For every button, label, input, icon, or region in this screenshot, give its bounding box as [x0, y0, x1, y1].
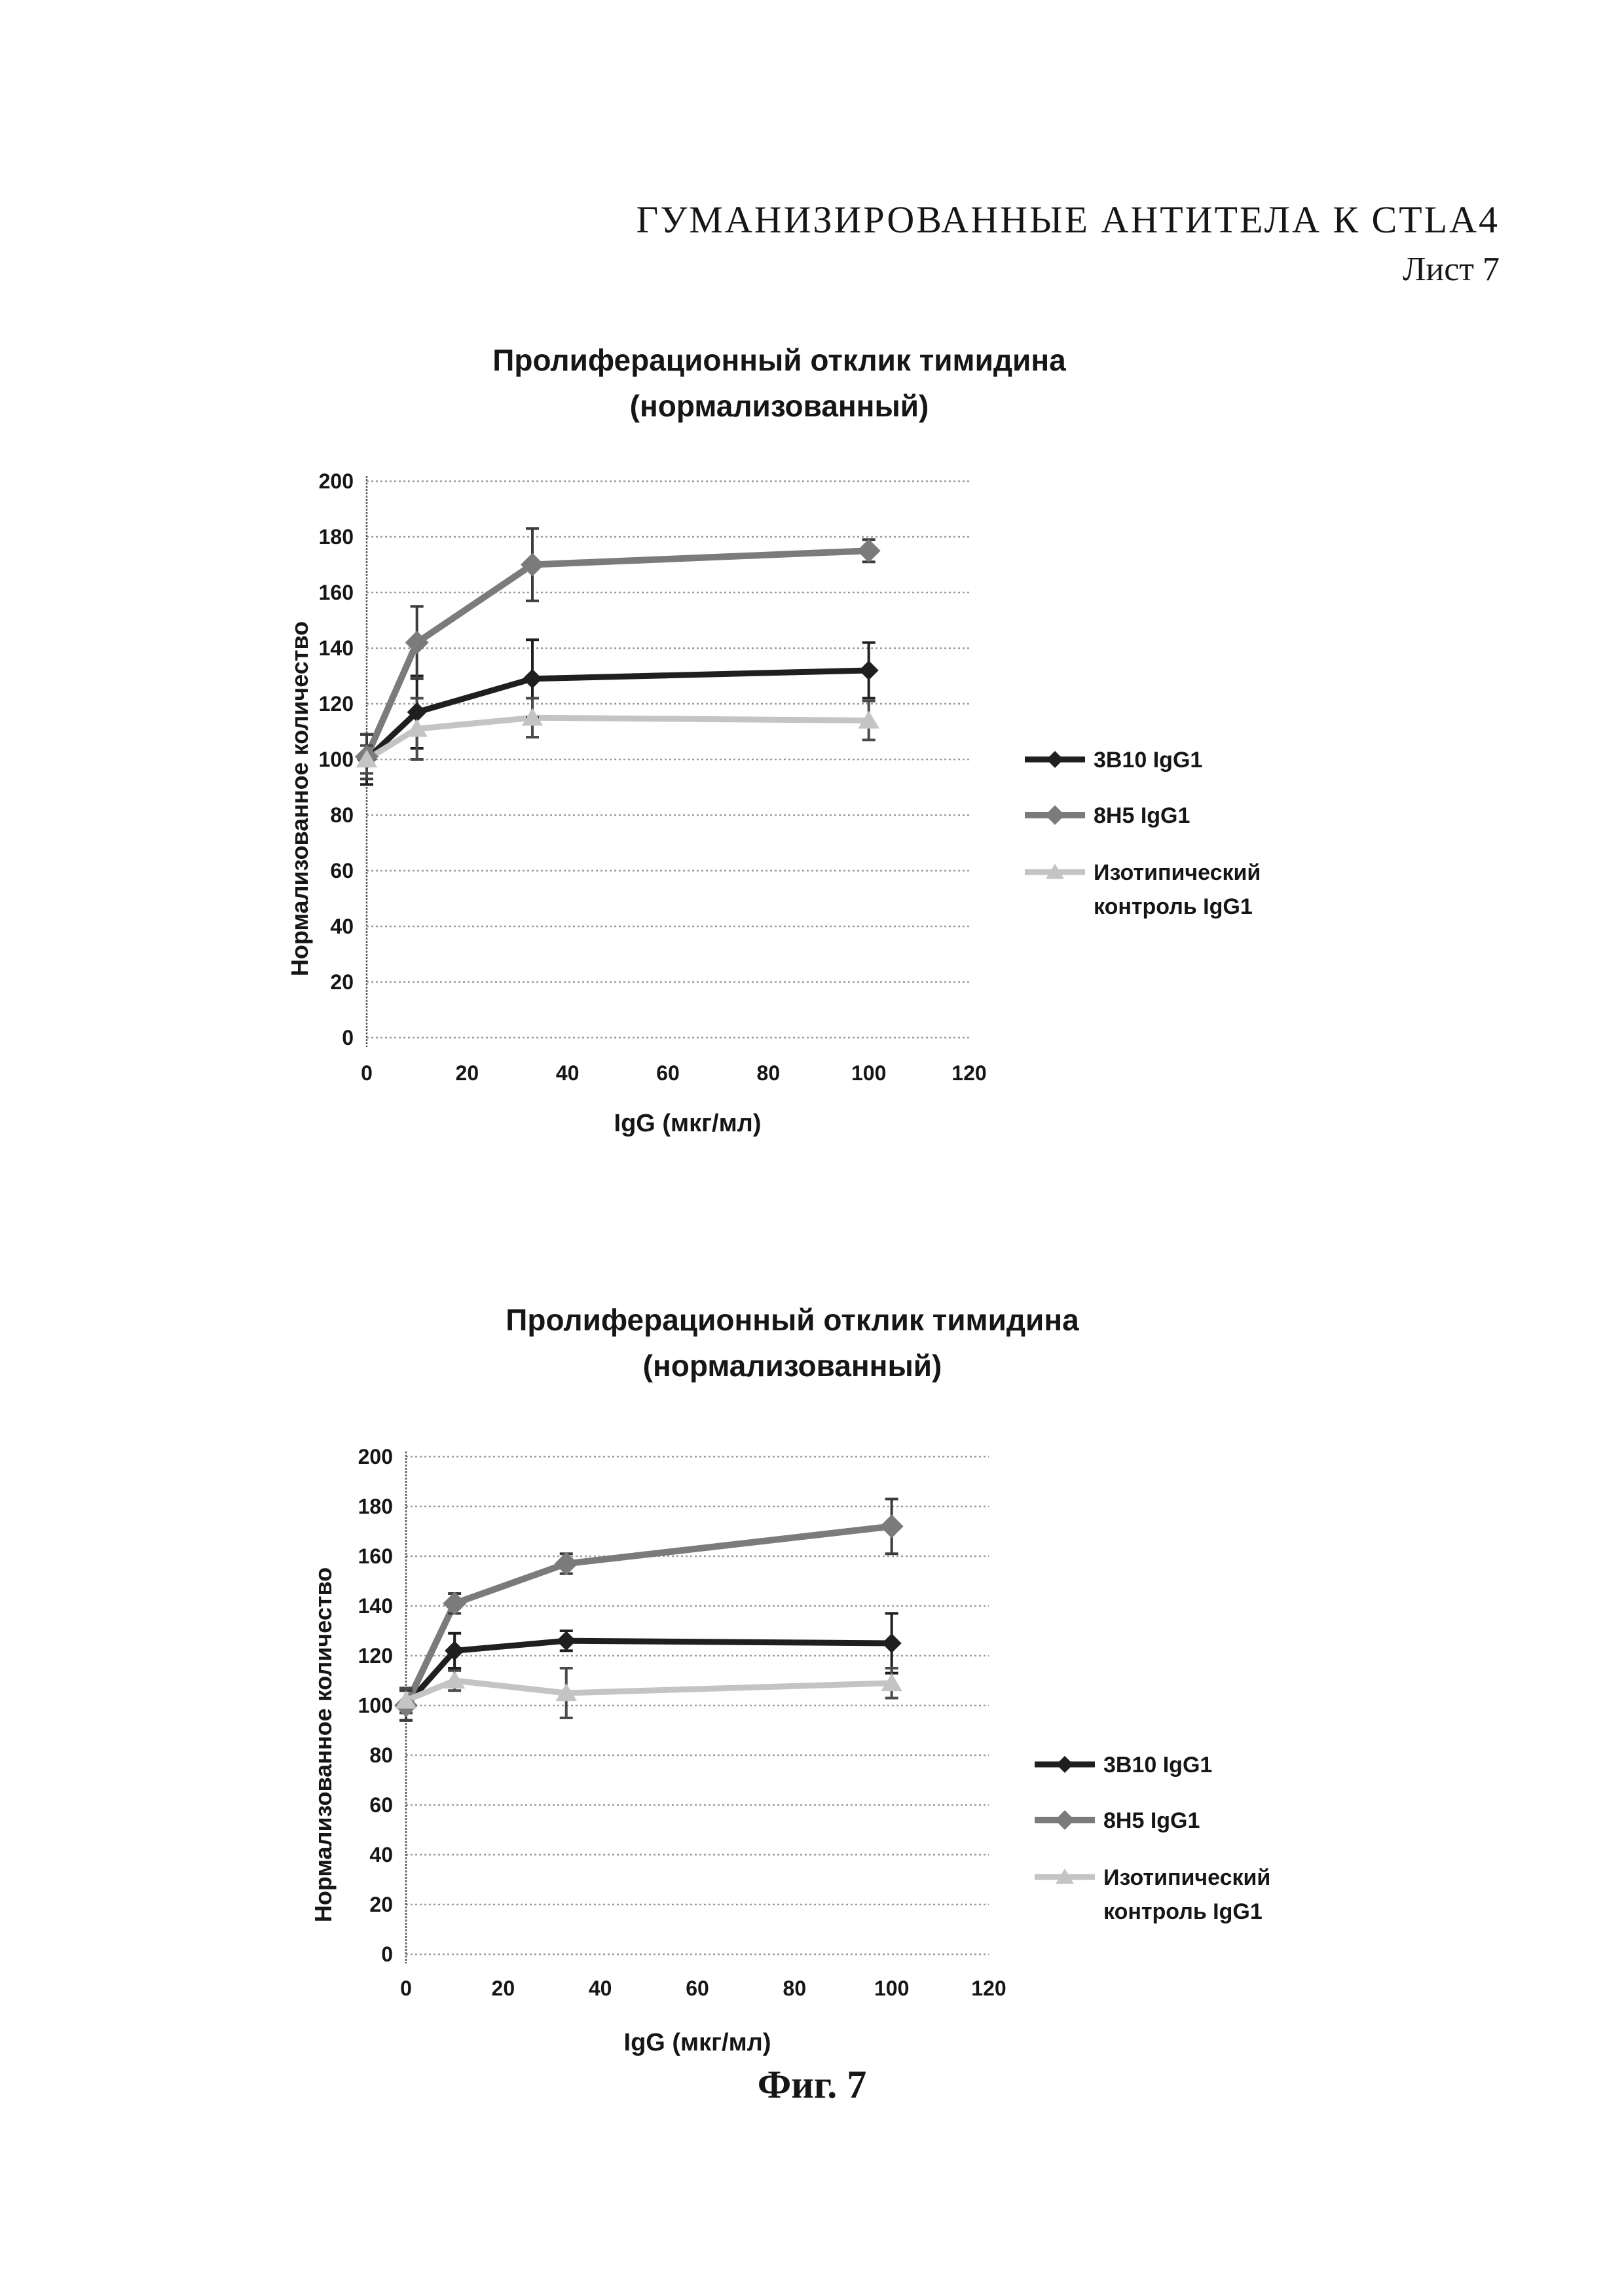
y-tick-label-60: 60 — [369, 1793, 393, 1817]
diamond-marker-1-2 — [557, 1631, 576, 1650]
legend-label-2: 8H5 IgG1 — [1094, 803, 1190, 828]
thymidine-chart-1-canvas — [275, 308, 1375, 1165]
y-tick-label-40: 40 — [330, 915, 354, 938]
document-title: ГУМАНИЗИРОВАННЫЕ АНТИТЕЛА К CTLA4 — [636, 198, 1500, 241]
series-line-2 — [406, 1526, 892, 1705]
y-tick-label-80: 80 — [369, 1743, 393, 1767]
y-tick-label-120: 120 — [318, 692, 354, 716]
y-tick-label-0: 0 — [342, 1026, 354, 1049]
x-axis-title: IgG (мкг/мл) — [623, 2029, 771, 2056]
y-tick-label-180: 180 — [318, 525, 354, 549]
chart-subtitle: (нормализованный) — [642, 1349, 942, 1383]
x-tick-label-20: 20 — [455, 1061, 479, 1085]
legend-label-3: Изотипический контроль IgG1 — [1094, 860, 1261, 919]
x-tick-label-20: 20 — [491, 1977, 515, 2000]
y-tick-label-140: 140 — [318, 636, 354, 660]
series-line-3 — [406, 1681, 892, 1700]
legend-label-1: 3B10 IgG1 — [1103, 1753, 1213, 1777]
y-tick-label-0: 0 — [381, 1942, 393, 1966]
y-tick-label-40: 40 — [369, 1843, 393, 1867]
x-tick-label-120: 120 — [951, 1061, 987, 1085]
y-tick-label-200: 200 — [358, 1445, 393, 1468]
x-tick-label-80: 80 — [756, 1061, 781, 1085]
x-tick-label-60: 60 — [686, 1977, 709, 2000]
legend-label-2: 8H5 IgG1 — [1103, 1808, 1200, 1833]
x-tick-label-80: 80 — [783, 1977, 807, 2000]
y-tick-label-120: 120 — [358, 1644, 393, 1667]
y-tick-label-160: 160 — [358, 1544, 393, 1568]
y-tick-label-160: 160 — [318, 581, 354, 604]
x-tick-label-120: 120 — [971, 1977, 1006, 2000]
legend-diamond-icon-1 — [1046, 751, 1063, 768]
legend-diamond-icon-1 — [1056, 1756, 1073, 1773]
x-tick-label-100: 100 — [851, 1061, 887, 1085]
y-axis-title: Нормализованное количество — [310, 1567, 337, 1923]
y-tick-label-20: 20 — [330, 970, 354, 994]
legend-diamond-icon-2 — [1055, 1810, 1075, 1830]
y-tick-label-100: 100 — [318, 748, 354, 771]
thymidine-proliferation-chart-top — [275, 308, 1375, 1165]
diamond-marker-2-1 — [443, 1592, 466, 1615]
chart-title: Пролиферационный отклик тимидина — [492, 343, 1066, 377]
x-axis-title: IgG (мкг/мл) — [614, 1110, 762, 1137]
sheet-number: Лист 7 — [1403, 250, 1500, 288]
y-tick-label-100: 100 — [358, 1694, 393, 1717]
x-tick-label-0: 0 — [361, 1061, 373, 1085]
diamond-marker-2-3 — [857, 539, 881, 562]
series-line-1 — [367, 670, 869, 759]
diamond-marker-1-2 — [523, 669, 542, 689]
y-tick-label-20: 20 — [369, 1893, 393, 1916]
legend-label-1: 3B10 IgG1 — [1094, 748, 1203, 773]
y-axis-title: Нормализованное количество — [286, 621, 313, 977]
y-tick-label-180: 180 — [358, 1495, 393, 1518]
x-tick-label-100: 100 — [874, 1977, 910, 2000]
x-tick-label-40: 40 — [555, 1061, 580, 1085]
y-tick-label-140: 140 — [358, 1594, 393, 1618]
series-line-1 — [406, 1641, 892, 1705]
chart-subtitle: (нормализованный) — [629, 389, 929, 423]
chart-title: Пролиферационный отклик тимидина — [506, 1303, 1079, 1337]
x-tick-label-60: 60 — [656, 1061, 680, 1085]
diamond-marker-2-3 — [880, 1514, 904, 1538]
diamond-marker-1-3 — [882, 1633, 902, 1653]
y-tick-label-60: 60 — [330, 859, 354, 883]
y-tick-label-80: 80 — [330, 803, 354, 827]
legend-label-3: Изотипический контроль IgG1 — [1103, 1865, 1271, 1924]
series-line-3 — [367, 718, 869, 759]
y-tick-label-200: 200 — [318, 469, 354, 493]
x-tick-label-0: 0 — [400, 1977, 412, 2000]
thymidine-proliferation-chart-bottom — [275, 1257, 1375, 2134]
legend-diamond-icon-2 — [1045, 805, 1065, 825]
thymidine-chart-2-canvas — [275, 1257, 1375, 2134]
x-tick-label-40: 40 — [588, 1977, 612, 2000]
diamond-marker-1-3 — [859, 661, 879, 680]
figure-caption: Фиг. 7 — [757, 2063, 867, 2106]
document-header — [637, 196, 1500, 291]
